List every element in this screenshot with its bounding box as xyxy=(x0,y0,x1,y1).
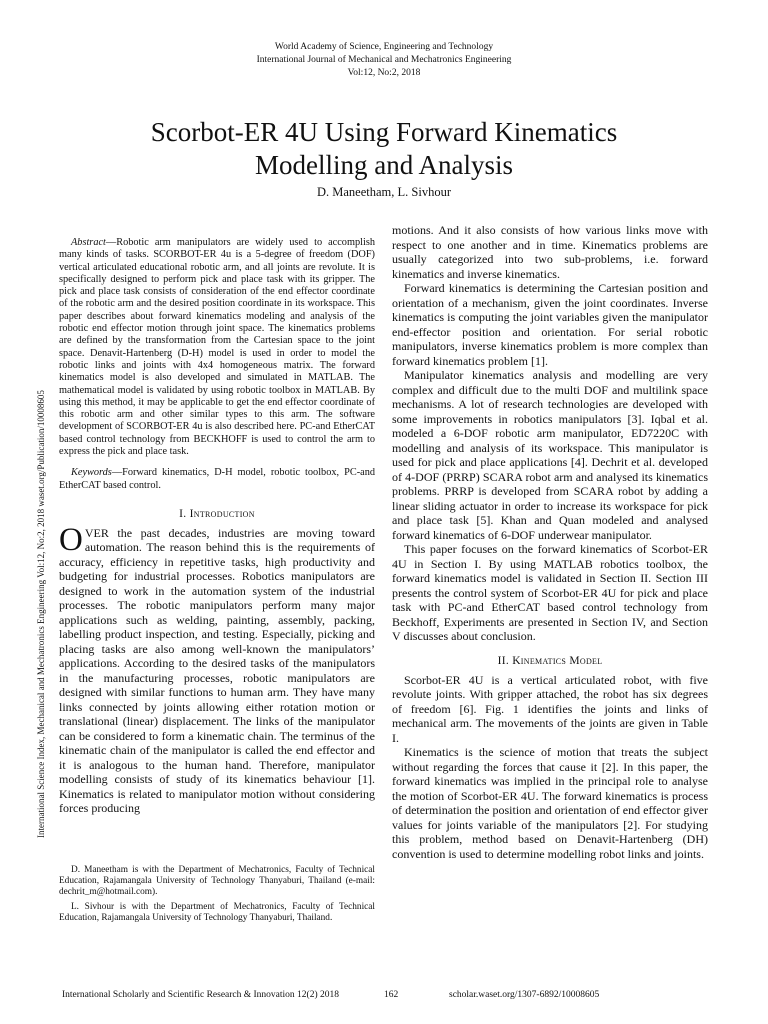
footer-link[interactable]: scholar.waset.org/1307-6892/10008605 xyxy=(449,990,600,1000)
footer-publisher: International Scholarly and Scientific Research & Innovation 12(2) 2018 xyxy=(62,990,340,1000)
footnote-author-1: D. Maneetham is with the Department of Mechatronics, Faculty of Technical Education, Rajamangala University of Technology Thanyaburi, Thailand (e-mail: dechrit_m@hotmail.com). xyxy=(59,865,375,898)
abstract-text: Robotic arm manipulators are widely used to accomplish many kinds of tasks. SCORBOT-ER 4u is a 5-degree of freedom (DOF) vertical articulated educational robotic arm, and all joints are revolute. It is specifically designed to perform pick and place task with its gripper. The pick and place task consists of consideration of the end effector coordinate of the robotic arm and the desired position coordinate in its workspace. This paper describes about forward kinematics modeling and analysis of the robotic end effector motion through joint space. The kinematics problems are defined by the transformation from the Cartesian space to the joint space. Denavit-Hartenberg (D-H) model is used in order to model the robotic links and joints with 4x4 homogeneous matrix. The forward kinematics model is also developed and simulated in MATLAB. The mathematical model is validated by using robotic toolbox in MATLAB. By using this method, it may be applicable to get the end effector coordinate of this robotic arm and other similar types to this arm. The software development of SCORBOT-ER 4u is also described here. PC-and EtherCAT based control technology from BECKHOFF is used to control the arm to express the pick and place task. xyxy=(59,237,375,458)
title-line-2: Modelling and Analysis xyxy=(255,150,513,180)
intro-paragraph-1 xyxy=(59,521,375,816)
intro-paragraph-4: This paper focuses on the forward kinematics of Scorbot-ER 4U in Section I. By using MATLAB robotics toolbox, the forward kinematics model is validated in Section II. Section III presents the control system of Scorbot-ER 4U for pick and place task with PC-and EtherCAT based control technology from Beckhoff, Experiments are presented in Section IV, and Section V discusses about conclusion. xyxy=(392,542,708,643)
intro-first-word: VER xyxy=(84,525,109,540)
footnote-author-2: L. Sivhour is with the Department of Mechatronics, Faculty of Technical Education, Rajamangala University of Technology Thanyaburi, Thailand. xyxy=(59,901,375,923)
section-heading-introduction: I. Introduction xyxy=(179,507,255,520)
title-line-1: Scorbot-ER 4U Using Forward Kinematics xyxy=(150,117,618,147)
keywords xyxy=(59,467,375,492)
intro-paragraph-3: Manipulator kinematics analysis and modelling are very complex and difficult due to the multi DOF and multilink space mechanisms. A lot of research technologies are developed with some improvements in robotics manipulators [3]. Iqbal et al. modeled a 6-DOF robotic arm manipulator, ED7220C with modelling and analysis of its workspace. This manipulator is used for pick and place applications [4]. Dechrit et al. developed of 4-DOF (PRRP) SCARA robot arm and analysed its kinematics problems. PRRP is developed from SCARA robot by adding a linear sliding actuator in order to increase its workspace for pick and place task [5]. Khan and Quan modeled and analysed forward kinematics of 6-DOF underwear manipulator. xyxy=(392,368,708,542)
abstract-paragraph xyxy=(59,237,375,458)
journal-subtitle: International Journal of Mechanical and Mechatronics Engineering xyxy=(256,55,512,65)
keywords-dash: — xyxy=(111,467,123,479)
kinematics-paragraph-1: Scorbot-ER 4U is a vertical articulated robot, with five revolute joints. With gripper attached, the robot has six degrees of freedom [6]. Fig. 1 identifies the joints and links of mechanical arm. The movements of the joints are given in Table I. xyxy=(392,672,708,745)
paper-title xyxy=(0,116,768,182)
kinematics-paragraph-2: Kinematics is the science of motion that treats the subject without regarding the forces that cause it [2]. In this paper, the forward kinematics was implied in the principal role to analyse the motion of Scorbot-ER 4U. The forward kinematics is process of determination the position and orientation of end effector giver values for joints variable of the manipulators [2]. For studying this problem, method based on Denavit-Hartenberg (DH) convention is used to determine modelling robot links and joints. xyxy=(392,745,708,861)
keywords-label: Keywords xyxy=(71,467,112,479)
journal-volume: Vol:12, No:2, 2018 xyxy=(347,68,421,78)
abstract-dash: — xyxy=(105,237,117,248)
intro-paragraph-1-continued: motions. And it also consists of how various links move with respect to one another and in time. Kinematics problems are usually categorized into two sub-problems, i.e. forward kinematics and inverse kinematics. xyxy=(392,223,708,281)
section-heading-kinematics-model: II. Kinematics Model xyxy=(497,654,603,667)
footer-page-number: 162 xyxy=(384,990,399,1000)
intro-body xyxy=(59,508,375,816)
drop-cap: O xyxy=(59,521,83,558)
side-index-text: International Science Index, Mechanical and Mechatronics Engineering Vol:12, No:2, 2018 waset.org/Publication/10008605 xyxy=(36,390,46,838)
intro-paragraph-2: Forward kinematics is determining the Cartesian position and orientation of a mechanism, given the joint coordinates. Inverse kinematics is computing the joint variables given the manipulator end-effector position and orientation. For serial robotic manipulators, inverse kinematics problem is more complex than forward kinematics problem [1]. xyxy=(392,281,708,368)
journal-header xyxy=(0,41,768,80)
paper-authors: D. Maneetham, L. Sivhour xyxy=(316,185,451,199)
right-column xyxy=(392,223,708,861)
footnotes xyxy=(59,865,375,927)
abstract-label: Abstract xyxy=(71,237,106,248)
left-column xyxy=(59,223,375,816)
abstract xyxy=(59,237,375,458)
keywords-text: Forward kinematics, D-H model, robotic toolbox, PC-and EtherCAT based control. xyxy=(59,467,375,491)
intro-text-1: the past decades, industries are moving toward automation. The reason behind this is the requirements of accuracy, efficiency in repetitive tasks, high productivity and budgeting for industrial processes. Robotics manipulators are designed to work in the automation system of the industrial processes. The robotic manipulators perform many major applications such as welding, painting, assembly, packing, labelling product inspection, and testing. Especially, picking and placing tasks are also among well-known the manipulators’ applications. According to the desired tasks of the manipulators in the manufacturing processes, robotic manipulators are designed with similar functions to human arm. They have many links connected by joints allowing either rotation motion or translational (linear) displacement. The links of the manipulator can be considered to form a kinematic chain. The terminus of the kinematic chain of the manipulator is called the end effector and it is analogous to the human hand. Therefore, manipulator modelling consists of study of its kinematics behaviour [1]. Kinematics is related to manipulator motion without considering forces producing xyxy=(59,525,375,816)
keywords-paragraph xyxy=(59,467,375,492)
journal-name: World Academy of Science, Engineering and Technology xyxy=(274,42,494,52)
